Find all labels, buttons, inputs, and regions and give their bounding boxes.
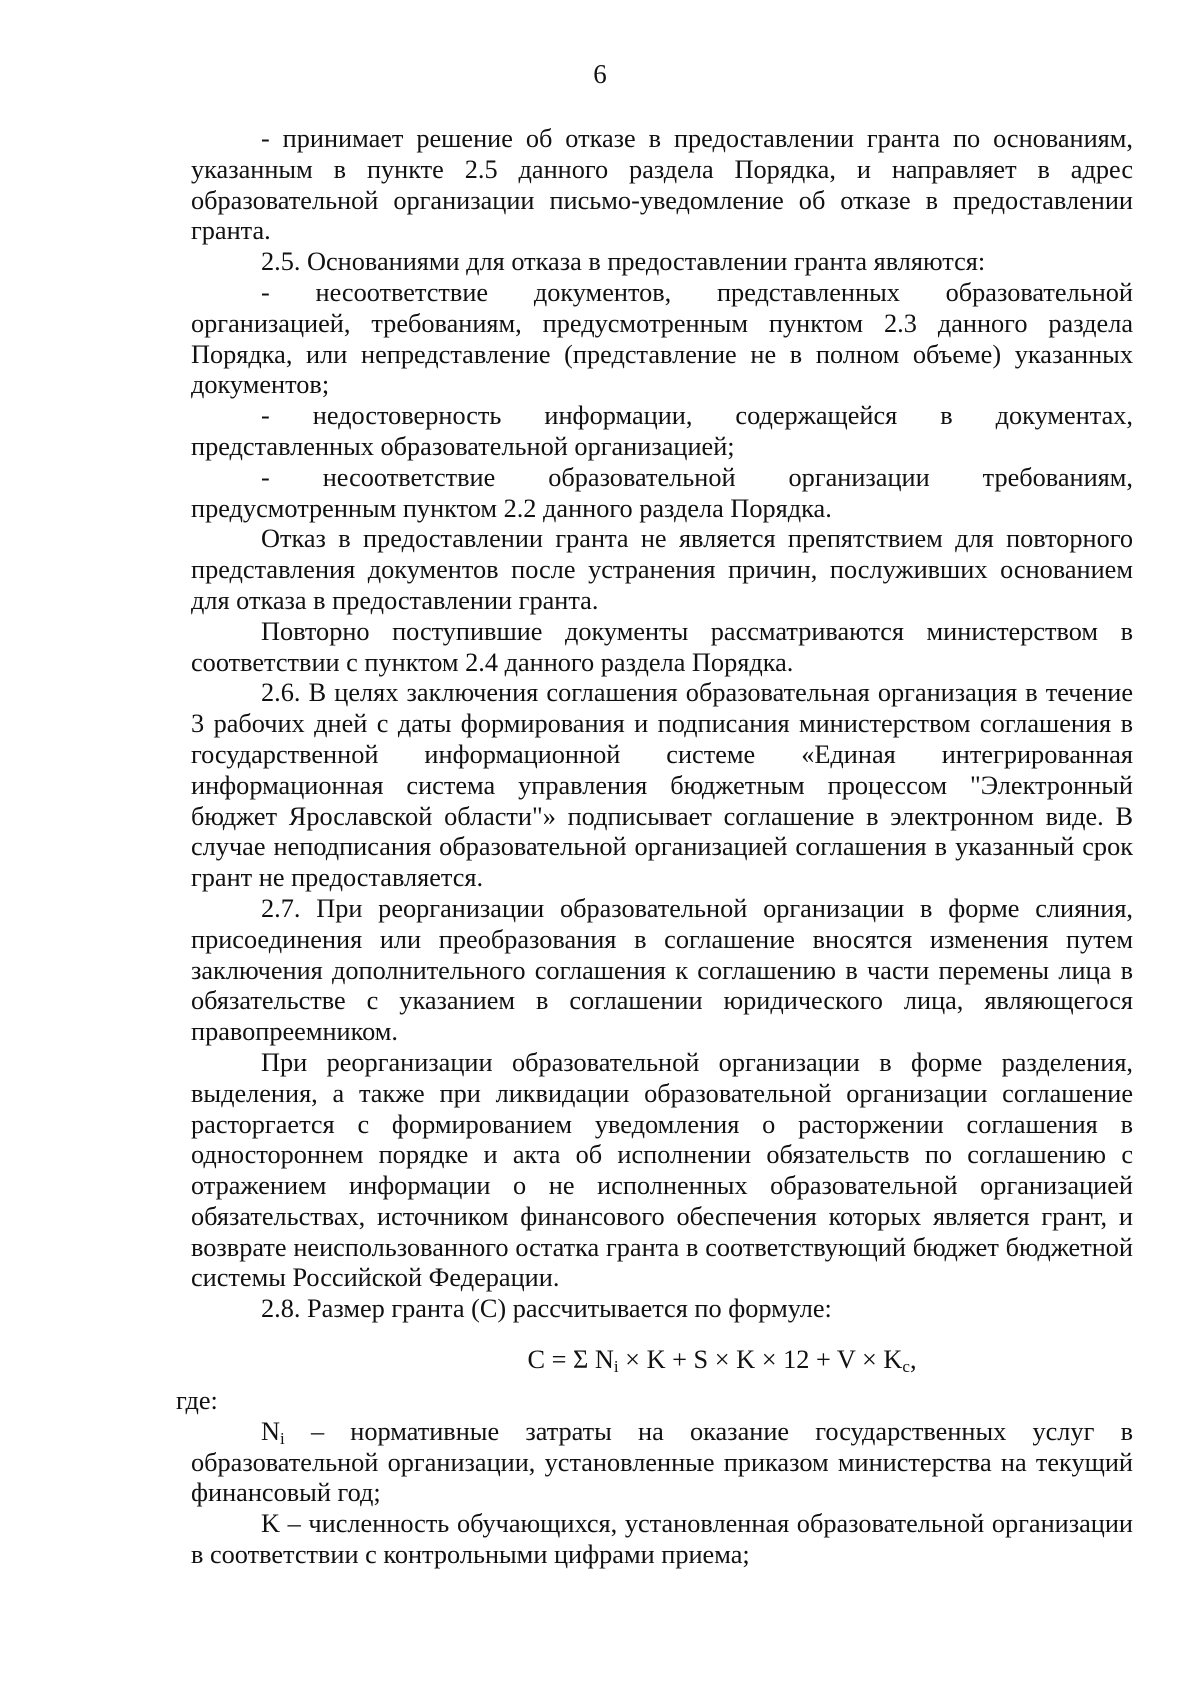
formula-part-1: С = Σ N: [527, 1345, 614, 1375]
formula-subscript-c: c: [902, 1357, 910, 1377]
formula-part-2: × K + S × K × 12 + V × K: [618, 1345, 903, 1375]
paragraph-ground-requirements: - несоответствие образовательной организации требованиям, предусмотренным пунктом 2.2 данного раздела Порядка.: [191, 462, 1133, 523]
definition-ni-symbol: N: [261, 1416, 280, 1446]
paragraph-reorganization-termination: При реорганизации образовательной организации в форме разделения, выделения, а также при ликвидации образовательной организации соглашение расторгается с формированием уведомления о расторжении соглашения в одностороннем порядке и акта об исполнении обязательств по соглашению с отражением информации о не исполненных образовательной организацией обязательствах, источником финансового обеспечения которых является грант, и возврате неиспользованного остатка гранта в соответствующий бюджет бюджетной системы Российской Федерации.: [191, 1047, 1133, 1293]
document-body: [176, 124, 1133, 1571]
paragraph-2-8-grant-size: 2.8. Размер гранта (С) рассчитывается по формуле:: [261, 1294, 832, 1324]
paragraph-resubmitted-documents: Повторно поступившие документы рассматриваются министерством в соответствии с пунктом 2.4 данного раздела Порядка.: [191, 616, 1133, 677]
definition-ni: [191, 1417, 1133, 1509]
definition-k: K – численность обучающихся, установленная образовательной организации в соответствии с контрольными цифрами приема;: [191, 1509, 1133, 1570]
paragraph-refusal-not-obstacle: Отказ в предоставлении гранта не является препятствием для повторного представления документов после устранения причин, послуживших основанием для отказа в предоставлении гранта.: [191, 524, 1133, 615]
paragraph-ground-unreliable-info: - недостоверность информации, содержащейся в документах, представленных образовательной организацией;: [191, 401, 1133, 461]
paragraph-decision-refusal: - принимает решение об отказе в предоставлении гранта по основаниям, указанным в пункте 2.5 данного раздела Порядка, и направляет в адрес образовательной организации письмо-уведомление об отказе в предоставлении гранта.: [191, 124, 1133, 246]
paragraph-2-6-agreement: 2.6. В целях заключения соглашения образовательная организация в течение 3 рабочих дней с даты формирования и подписания министерством соглашения в государственной информационной системе «Единая интегрированная информационная система управления бюджетным процессом "Электронный бюджет Ярославской области"» подписывает соглашение в электронном виде. В случае неподписания образовательной организацией соглашения в указанный срок грант не предоставляется.: [191, 678, 1133, 893]
paragraph-ground-documents: - несоответствие документов, представленных образовательной организацией, требованиям, предусмотренным пунктом 2.3 данного раздела Порядка, или непредставление (представление не в полном объеме) указанных документов;: [191, 277, 1133, 400]
paragraph-2-7-reorganization: 2.7. При реорганизации образовательной организации в форме слияния, присоединения или преобразования в соглашение вносятся изменения путем заключения дополнительного соглашения к соглашению в части перемены лица в обязательстве с указанием в соглашении юридического лица, являющегося правопреемником.: [191, 893, 1133, 1047]
where-label: где:: [176, 1386, 218, 1416]
grant-formula: [191, 1344, 1133, 1376]
definition-ni-text: – нормативные затраты на оказание государственных услуг в образовательной организации, установленные приказом министерства на текущий финансовый год;: [191, 1416, 1133, 1508]
formula-part-3: ,: [909, 1345, 917, 1375]
page-number: 6: [593, 59, 607, 89]
definition-ni-subscript: i: [280, 1428, 285, 1448]
paragraph-2-5-heading: 2.5. Основаниями для отказа в предоставлении гранта являются:: [261, 247, 986, 277]
formula-subscript-i: i: [613, 1357, 619, 1377]
